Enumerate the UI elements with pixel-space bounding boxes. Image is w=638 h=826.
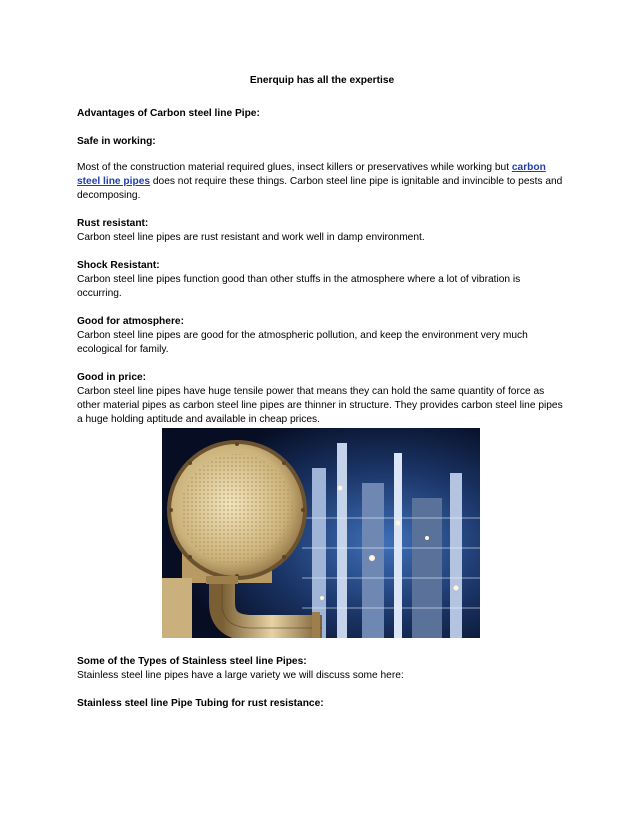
- section-price: [77, 371, 567, 427]
- section-text: [77, 161, 567, 203]
- advantages-heading-text: Advantages of Carbon steel line Pipe:: [77, 108, 260, 119]
- section-heading: Good in price:: [77, 372, 147, 383]
- tubing-heading: Stainless steel line Pipe Tubing for rust resistance:: [77, 698, 324, 709]
- section-text: Carbon steel line pipes have huge tensile power that means they can hold the same quantity of force as other material pipes as carbon steel line pipes are thinner in structure. They provides carbon steel line pipes a huge holding aptitude and available in cheap prices.: [77, 386, 563, 425]
- section-heading: Shock Resistant:: [77, 260, 160, 271]
- section-safe-heading: [77, 135, 567, 149]
- tubing-section: [77, 697, 567, 711]
- types-section: [77, 655, 567, 683]
- section-text: Carbon steel line pipes are rust resistant and work well in damp environment.: [77, 232, 425, 243]
- section-heading: Rust resistant:: [77, 218, 149, 229]
- types-heading: Some of the Types of Stainless steel line Pipes:: [77, 656, 307, 667]
- section-safe-body: [77, 161, 567, 203]
- text-after-link: does not require these things. Carbon steel line pipe is ignitable and invincible to pests and decomposing.: [77, 176, 563, 201]
- page-title: Enerquip has all the expertise: [249, 75, 395, 86]
- section-heading: Good for atmosphere:: [77, 316, 184, 327]
- section-heading: Safe in working:: [77, 136, 156, 147]
- carbon-steel-line-pipes-link[interactable]: carbon steel line pipes: [77, 162, 546, 187]
- text-before-link: Most of the construction material required glues, insect killers or preservatives while working but: [77, 162, 512, 173]
- section-text: Carbon steel line pipes are good for the atmospheric pollution, and keep the environment very much ecological for family.: [77, 330, 528, 355]
- types-text: Stainless steel line pipes have a large variety we will discuss some here:: [77, 670, 404, 681]
- section-rust: [77, 217, 567, 245]
- section-shock: [77, 259, 567, 301]
- section-text: Carbon steel line pipes function good than other stuffs in the atmosphere where a lot of vibration is occurring.: [77, 274, 521, 299]
- refinery-photo: [162, 428, 480, 638]
- advantages-heading: [77, 107, 567, 121]
- refinery-illustration: [162, 428, 480, 638]
- section-atmosphere: [77, 315, 567, 357]
